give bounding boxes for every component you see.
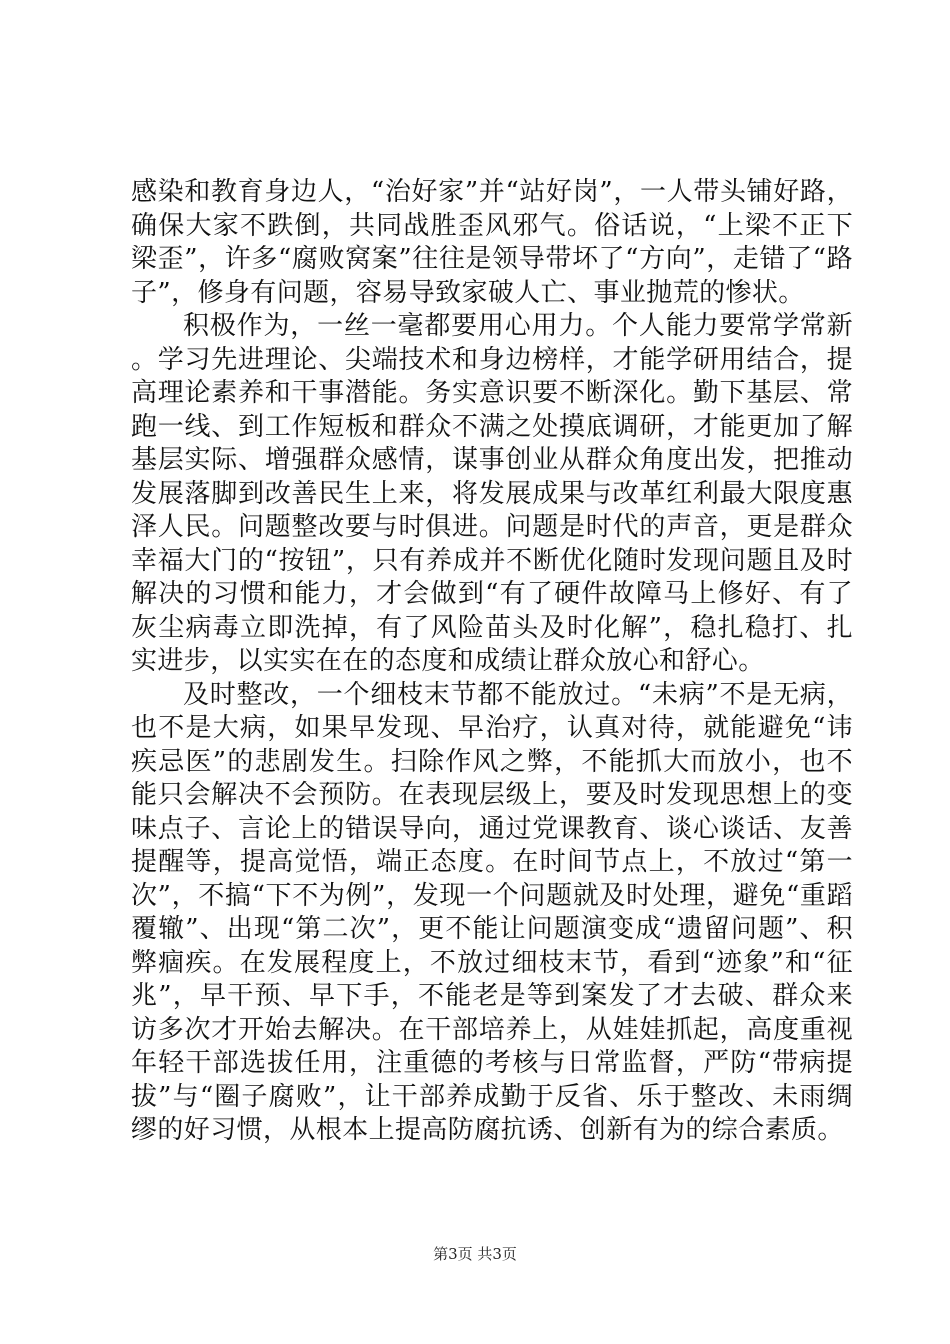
document-body	[131, 176, 853, 1148]
paragraph-continuation: 感染和教育身边人，“治好家”并“站好岗”，一人带头铺好路，确保大家不跌倒，共同战胜歪风邪气。俗话说，“上梁不正下梁歪”，许多“腐败窝案”往往是领导带坏了“方向”，走错了“路子”，修身有问题，容易导致家破人亡、事业抛荒的惨状。	[131, 177, 853, 308]
page-number-footer: 第3页 共3页	[433, 1245, 517, 1263]
paragraph-timely-rectification: 及时整改，一个细枝末节都不能放过。“未病”不是无病，也不是大病，如果早发现、早治疗，认真对待，就能避免“讳疾忌医”的悲剧发生。扫除作风之弊，不能抓大而放小，也不能只会解决不会预防。在表现层级上，要及时发现思想上的变味点子、言论上的错误导向，通过党课教育、谈心谈话、友善提醒等，提高觉悟，端正态度。在时间节点上，不放过“第一次”，不搞“下不为例”，发现一个问题就及时处理，避免“重蹈覆辙”、出现“第二次”，更不能让问题演变成“遗留问题”、积弊痼疾。在发展程度上，不放过细枝末节，看到“迹象”和“征兆”，早干预、早下手，不能老是等到案发了才去破、群众来访多次才开始去解决。在干部培养上，从娃娃抓起，高度重视年轻干部选拔任用，注重德的考核与日常监督，严防“带病提拔”与“圈子腐败”，让干部养成勤于反省、乐于整改、未雨绸缪的好习惯，从根本上提高防腐抗诱、创新有为的综合素质。	[131, 679, 853, 1145]
paragraph-active-action: 积极作为，一丝一毫都要用心用力。个人能力要常学常新。学习先进理论、尖端技术和身边榜样，才能学研用结合，提高理论素养和干事潜能。务实意识要不断深化。勤下基层、常跑一线、到工作短板和群众不满之处摸底调研，才能更加了解基层实际、增强群众感情，谋事创业从群众角度出发，把推动发展落脚到改善民生上来，将发展成果与改革红利最大限度惠泽人民。问题整改要与时俱进。问题是时代的声音，更是群众幸福大门的“按钮”，只有养成并不断优化随时发现问题且及时解决的习惯和能力，才会做到“有了硬件故障马上修好、有了灰尘病毒立即洗掉，有了风险苗头及时化解”，稳扎稳打、扎实进步，以实实在在的态度和成绩让群众放心和舒心。	[131, 311, 853, 676]
